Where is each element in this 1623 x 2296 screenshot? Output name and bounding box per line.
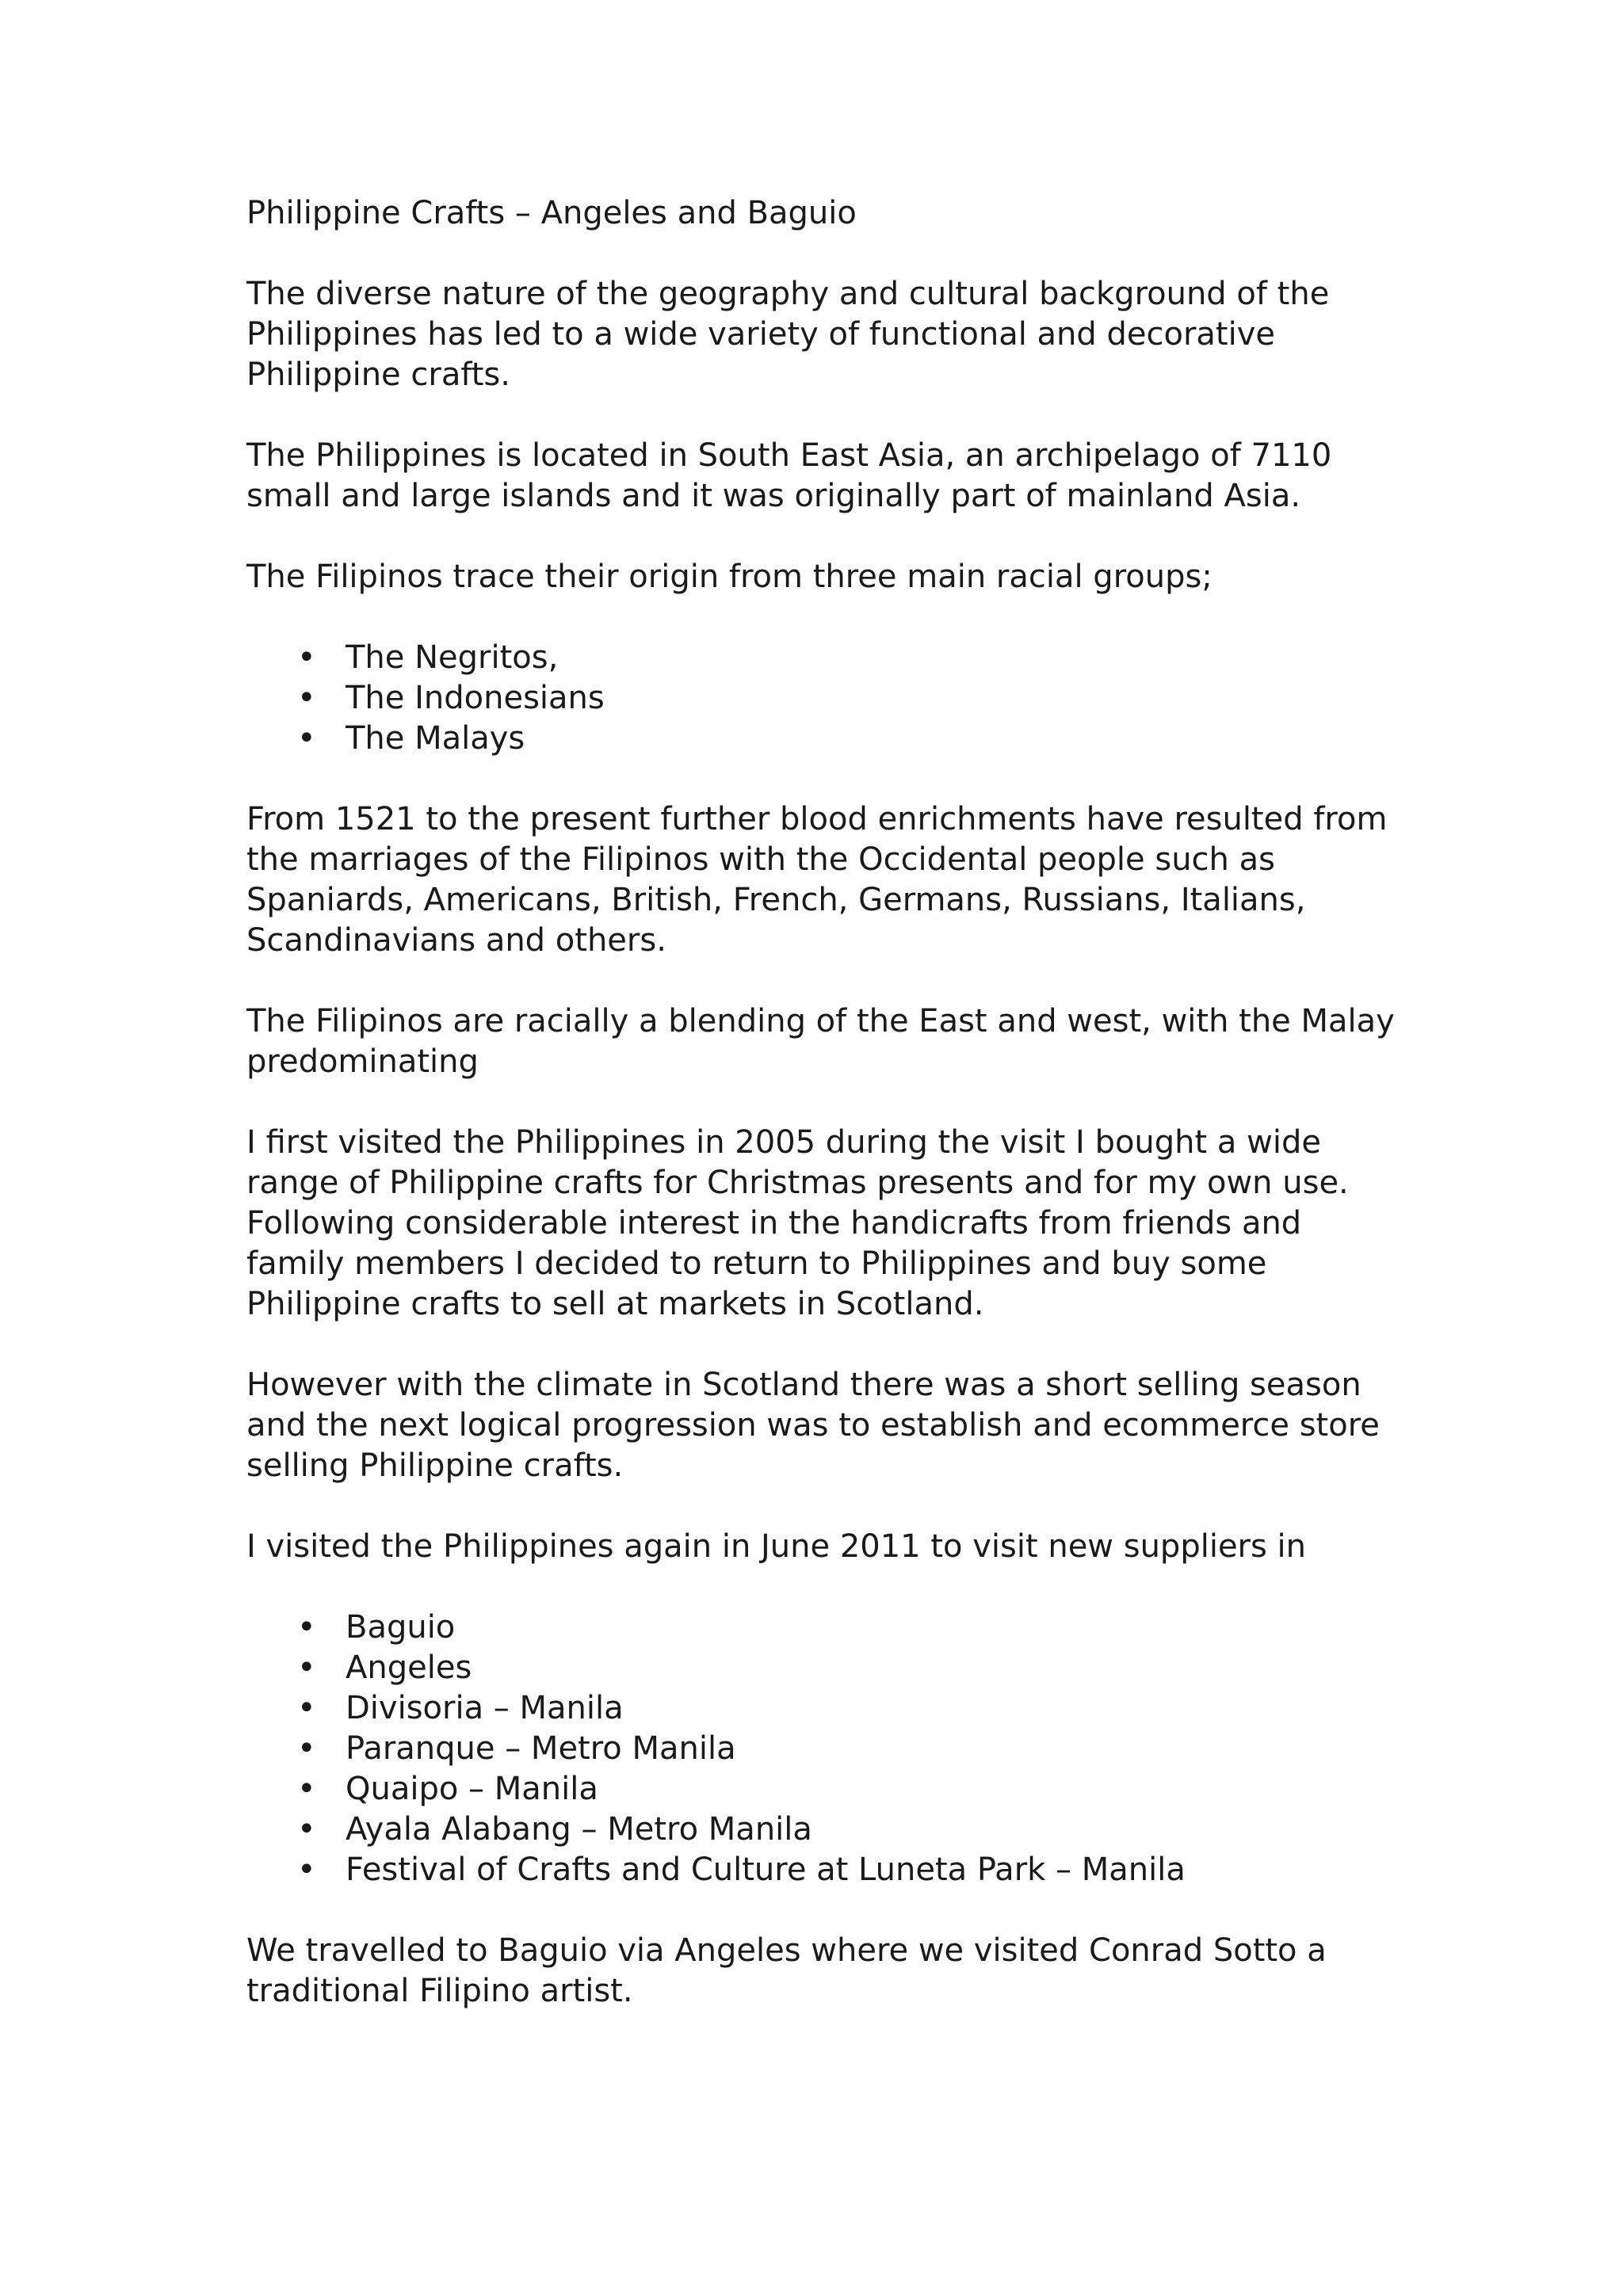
list-item	[246, 638, 1403, 678]
list-item-text: Baguio	[346, 1609, 456, 1646]
list-item-text: Ayala Alabang – Metro Manila	[346, 1811, 812, 1848]
list-item-text: The Malays	[346, 720, 525, 757]
paragraph-first-visit: I first visited the Philippines in 2005 during the visit I bought a wide range of Philippine crafts for Christmas presents and for my own use. Following considerable interest in the handicrafts from friends and family members I decided to return to Philippines and buy some Philippine crafts to sell at markets in Scotland.	[246, 1124, 1349, 1322]
list-item	[246, 678, 1403, 719]
supplier-locations-list	[246, 1608, 1403, 1890]
paragraph-blending: The Filipinos are racially a blending of the East and west, with the Malay predominating	[246, 1003, 1395, 1080]
paragraph-travel: We travelled to Baguio via Angeles where we visited Conrad Sotto a traditional Filipino artist.	[246, 1932, 1327, 2009]
list-item-text: Angeles	[346, 1650, 472, 1686]
bullet-icon: •	[297, 1730, 316, 1767]
paragraph-location: The Philippines is located in South East Asia, an archipelago of 7110 small and large islands and it was originally part of mainland Asia.	[246, 437, 1332, 514]
bullet-icon: •	[297, 1650, 316, 1686]
document-title: Philippine Crafts – Angeles and Baguio	[246, 195, 857, 231]
paragraph-enrichment: From 1521 to the present further blood enrichments have resulted from the marriages of the Filipinos with the Occidental people such as Spaniards, Americans, British, French, Germans, Russians, Italians, Scandinavians and others.	[246, 801, 1388, 959]
list-item	[246, 1850, 1403, 1890]
document-page	[246, 193, 1403, 2052]
list-item	[246, 1608, 1403, 1648]
list-item-text: Paranque – Metro Manila	[346, 1730, 736, 1767]
list-item	[246, 1729, 1403, 1769]
list-item-text: Festival of Crafts and Culture at Luneta Park – Manila	[346, 1852, 1186, 1888]
bullet-icon: •	[297, 1852, 316, 1888]
paragraph-intro: The diverse nature of the geography and cultural background of the Philippines has led to a wide variety of functional and decorative Philippine crafts.	[246, 276, 1330, 393]
list-item	[246, 719, 1403, 759]
list-item	[246, 1810, 1403, 1850]
bullet-icon: •	[297, 680, 316, 716]
list-item-text: The Indonesians	[346, 680, 605, 716]
paragraph-ecommerce: However with the climate in Scotland there was a short selling season and the next logical progression was to establish and ecommerce store selling Philippine crafts.	[246, 1367, 1380, 1484]
bullet-icon: •	[297, 1811, 316, 1848]
list-item-text: Divisoria – Manila	[346, 1690, 624, 1726]
bullet-icon: •	[297, 1609, 316, 1646]
bullet-icon: •	[297, 720, 316, 757]
list-item-text: The Negritos,	[346, 639, 559, 676]
paragraph-second-visit: I visited the Philippines again in June 2011 to visit new suppliers in	[246, 1528, 1307, 1565]
list-item-text: Quaipo – Manila	[346, 1771, 598, 1807]
list-item	[246, 1648, 1403, 1688]
list-item	[246, 1688, 1403, 1729]
paragraph-origin: The Filipinos trace their origin from three main racial groups;	[246, 559, 1212, 595]
list-item	[246, 1769, 1403, 1810]
bullet-icon: •	[297, 1690, 316, 1726]
racial-groups-list	[246, 638, 1403, 759]
bullet-icon: •	[297, 1771, 316, 1807]
bullet-icon: •	[297, 639, 316, 676]
